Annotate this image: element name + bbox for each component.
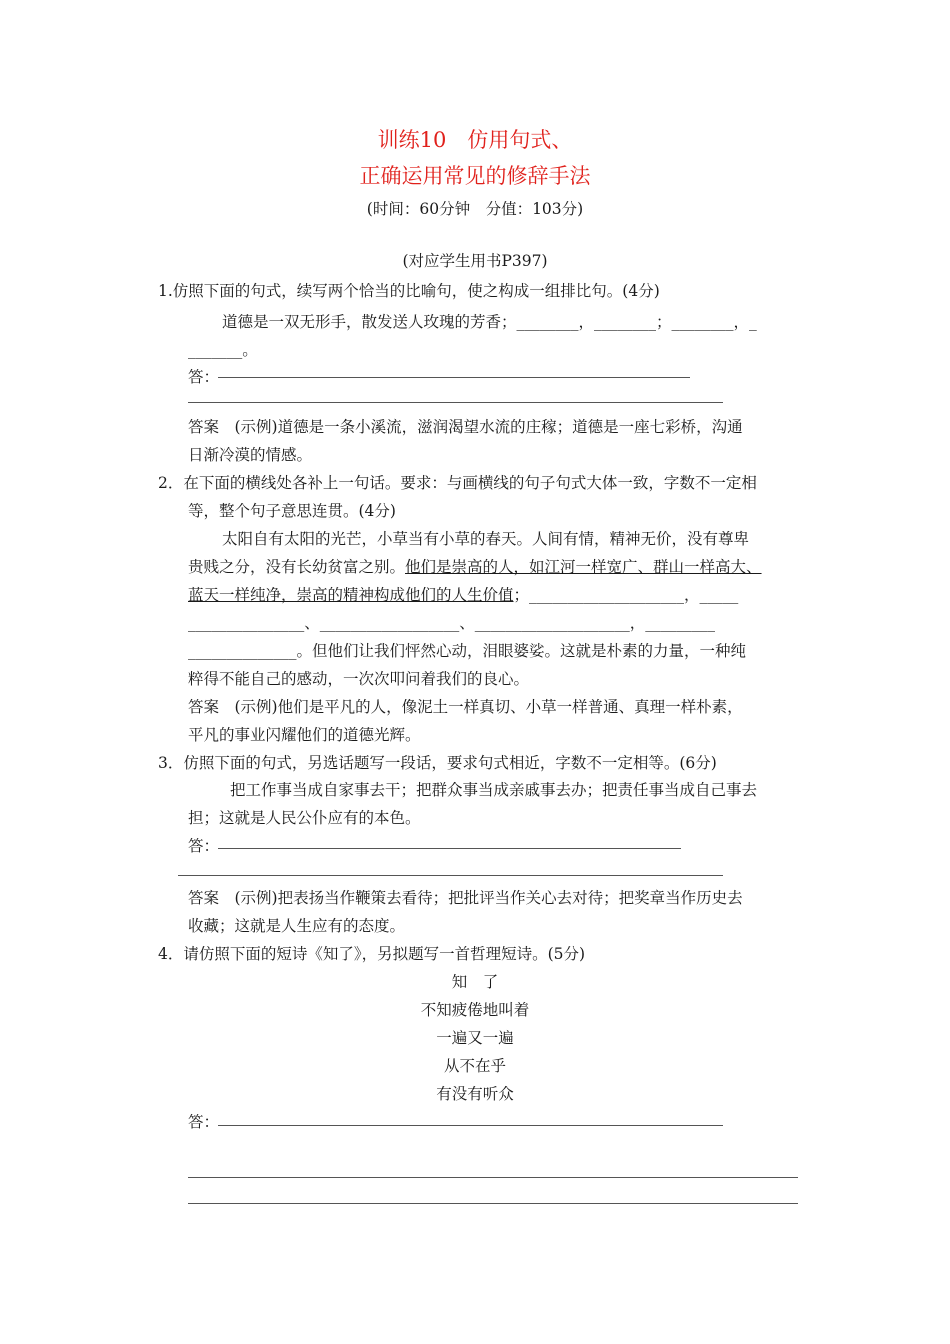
q1-answer-label: 答： [188,368,220,386]
q3-text-b: 担；这就是人民公仆应有的本色。 [188,809,421,827]
poem-line: 一遍又一遍 [436,1029,514,1047]
title-line-2: 正确运用常见的修辞手法 [359,164,591,188]
q4-answer-line-3[interactable] [188,1203,798,1204]
q2-blank-a[interactable]: ；____________________，_____ [513,586,739,604]
q1-text-b: _______。 [188,341,258,359]
q2-passage-line-6: 粹得不能自己的感动，一次次叩问着我们的良心。 [188,670,530,688]
q2-passage-line-5: ______________。但他们让我们怦然心动，泪眼婆娑。这就是朴素的力量，一种纯 [188,642,747,660]
q2-passage-2-plain: 贵贱之分，没有长幼贫富之别。 [188,558,406,576]
q3-answer-label: 答： [188,837,220,855]
q3-reference-answer-b: 收藏；这就是人生应有的态度。 [188,917,406,935]
book-reference: (对应学生用书P397) [402,252,548,270]
q3-answer-line-2[interactable] [178,875,723,876]
q2-underlined-model-a: 他们是崇高的人，如江河一样宽广、群山一样高大、 [405,558,762,576]
q3-reference-answer-a: 答案 (示例)把表扬当作鞭策去看待；把批评当作关心去对待；把奖章当作历史去 [188,889,743,907]
time-info: (时间：60分钟 分值：103分) [366,200,584,218]
q4-answer-line-2[interactable] [188,1177,798,1178]
poem-line: 有没有听众 [436,1085,514,1103]
poem-line: 不知疲倦地叫着 [420,1001,530,1019]
q4-prompt: 4．请仿照下面的短诗《知了》，另拟题写一首哲理短诗。(5分) [158,945,586,963]
q1-reference-answer-b: 日渐冷漠的情感。 [188,446,313,464]
q1-text-a: 道德是一双无形手，散发送人玫瑰的芳香；________，________；________，_ [222,313,757,331]
poem-title: 知 了 [451,973,499,991]
q2-passage-line-3 [188,583,738,605]
q2-passage-line-1: 太阳自有太阳的光芒，小草当有小草的春天。人间有情，精神无价，没有尊卑 [222,530,750,548]
q2-reference-answer-b: 平凡的事业闪耀他们的道德光辉。 [188,726,421,744]
q1-answer-line-2[interactable] [188,402,723,403]
q1-answer-line-1[interactable] [218,377,690,378]
q1-prompt: 1.仿照下面的句式，续写两个恰当的比喻句，使之构成一组排比句。(4分) [158,282,660,300]
q2-prompt-a: 2．在下面的横线处各补上一句话。要求：与画横线的句子句式大体一致，字数不一定相 [158,474,757,492]
q3-prompt: 3．仿照下面的句式，另选话题写一段话，要求句式相近，字数不一定相等。(6分) [158,754,717,772]
q4-answer-line-1[interactable] [218,1125,723,1126]
q1-reference-answer-a: 答案 (示例)道德是一条小溪流，滋润渴望水流的庄稼；道德是一座七彩桥，沟通 [188,418,743,436]
title-line-1: 训练10 仿用句式、 [377,128,573,152]
q2-prompt-b: 等，整个句子意思连贯。(4分) [188,502,396,520]
q2-reference-answer-a: 答案 (示例)他们是平凡的人，像泥土一样真切、小草一样普通、真理一样朴素， [188,698,743,716]
q4-answer-label: 答： [188,1113,220,1131]
q3-text-a: 把工作事当成自家事去干；把群众事当成亲戚事去办；把责任事当成自己事去 [230,781,758,799]
q2-underlined-model-b: 蓝天一样纯净，崇高的精神构成他们的人生价值 [188,586,514,604]
q3-answer-line-1[interactable] [218,848,681,849]
poem-line: 从不在乎 [443,1057,506,1075]
q2-passage-line-2 [188,555,762,577]
q2-blank-line[interactable]: _______________、__________________、____________________，_________ [188,614,716,632]
